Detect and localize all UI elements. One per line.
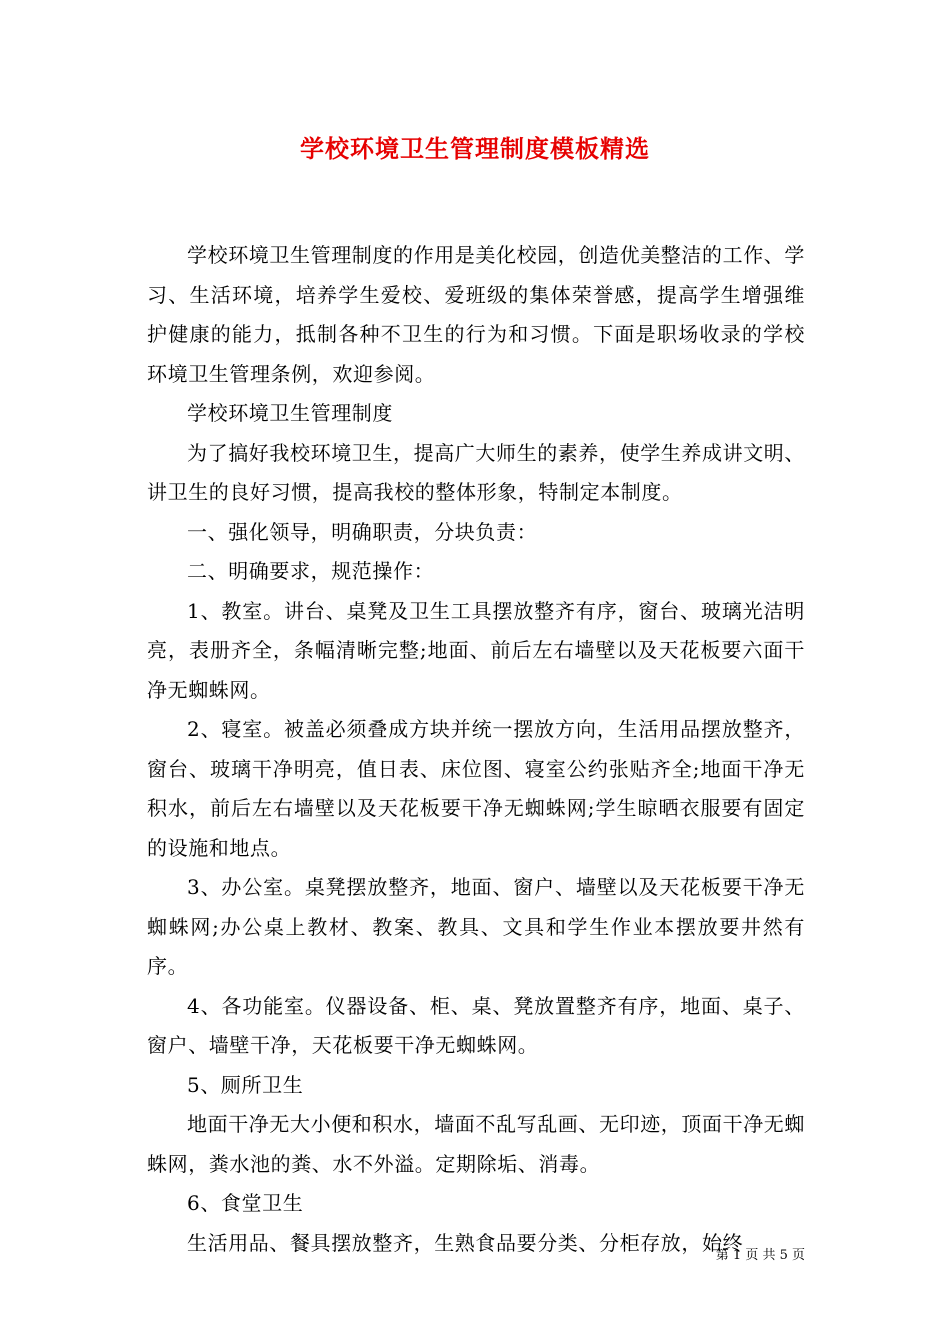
document-body: [147, 236, 805, 1263]
paragraph-section-heading: 学校环境卫生管理制度: [187, 401, 393, 425]
paragraph-canteen: 生活用品、餐具摆放整齐，生熟食品要分类、分柜存放，始终: [187, 1230, 744, 1255]
paragraph-dormitory: 2、寝室。被盖必须叠成方块并统一摆放方向，生活用品摆放整齐，窗台、玻璃干净明亮，值日表、床位图、寝室公约张贴齐全;地面干净无积水，前后左右墙壁以及天花板要干净无蜘蛛网;学生晾晒衣服要有固定的设施和地点。: [147, 717, 805, 860]
paragraph-toilet: 地面干净无大小便和积水，墙面不乱写乱画、无印迹，顶面干净无蜘蛛网，粪水池的粪、水不外溢。定期除垢、消毒。: [147, 1112, 805, 1176]
paragraph-function-rooms: 4、各功能室。仪器设备、柜、桌、凳放置整齐有序，地面、桌子、窗户、墙壁干净，天花板要干净无蜘蛛网。: [147, 993, 805, 1057]
paragraph-office: 3、办公室。桌凳摆放整齐，地面、窗户、墙壁以及天花板要干净无蜘蛛网;办公桌上教材、教案、教具、文具和学生作业本摆放要井然有序。: [147, 875, 805, 978]
paragraph-intro: 学校环境卫生管理制度的作用是美化校园，创造优美整洁的工作、学习、生活环境，培养学生爱校、爱班级的集体荣誉感，提高学生增强维护健康的能力，抵制各种不卫生的行为和习惯。下面是职场收录的学校环境卫生管理条例，欢迎参阅。: [147, 243, 805, 386]
paragraph-canteen-heading: 6、食堂卫生: [187, 1191, 304, 1215]
paragraph-purpose: 为了搞好我校环境卫生，提高广大师生的素养，使学生养成讲文明、讲卫生的良好习惯，提高我校的整体形象，特制定本制度。: [147, 440, 805, 504]
paragraph-item-two: 二、明确要求，规范操作：: [187, 559, 435, 583]
document-title: 学校环境卫生管理制度模板精选: [300, 134, 650, 163]
page-number: 第 1 页 共 5 页: [715, 1248, 805, 1263]
paragraph-item-one: 一、强化领导，明确职责，分块负责：: [187, 519, 538, 544]
paragraph-classroom: 1、教室。讲台、桌凳及卫生工具摆放整齐有序，窗台、玻璃光洁明亮，表册齐全，条幅清晰完整;地面、前后左右墙壁以及天花板要六面干净无蜘蛛网。: [147, 598, 805, 702]
paragraph-toilet-heading: 5、厕所卫生: [187, 1072, 304, 1097]
